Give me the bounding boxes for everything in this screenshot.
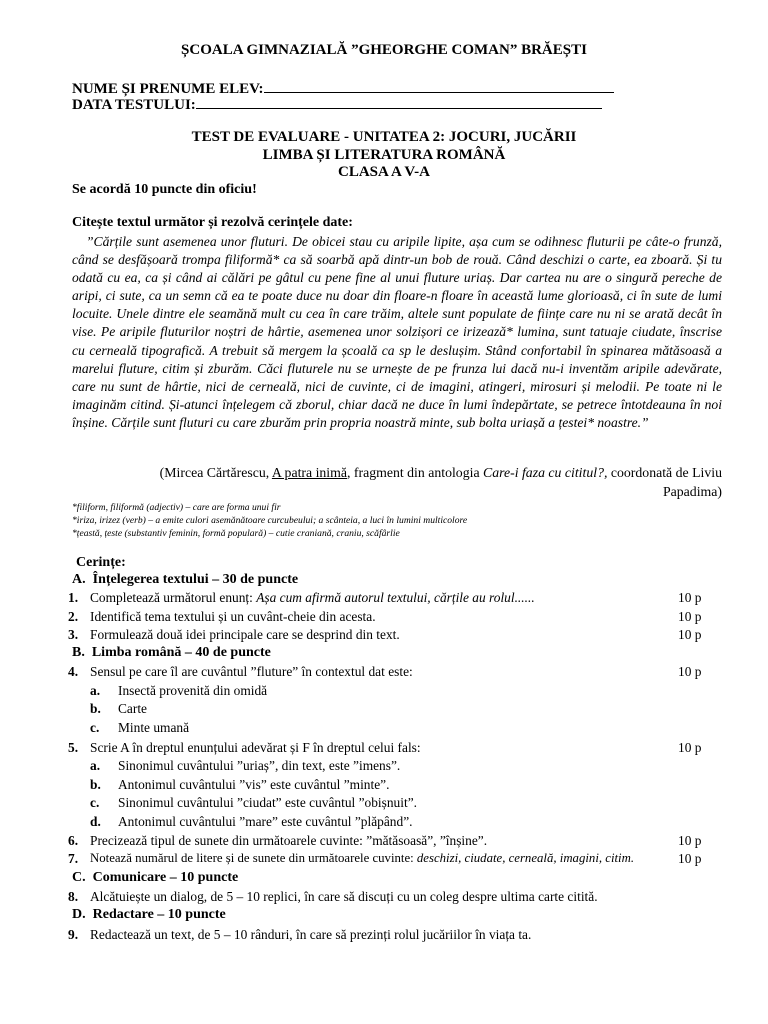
question-6-text: Precizează tipul de sunete din următoarele cuvinte: ”mătăsoasă”, ”înșine”. bbox=[90, 833, 488, 848]
section-a-title: Înțelegerea textului – 30 de puncte bbox=[92, 572, 299, 587]
citation-open: (Mircea Cărtărescu, bbox=[159, 465, 272, 480]
section-d-letter: D. bbox=[72, 907, 86, 922]
student-name-label: NUME ȘI PRENUME ELEV: bbox=[72, 81, 264, 97]
footnote-teasta: *țeastă, țeste (substantiv feminin, formă populară) – cutie craniană, craniu, scăfârlie bbox=[72, 528, 400, 539]
question-5-statement-c[interactable]: c. Sinonimul cuvântului ”ciudat” este cuvântul ”obișnuit”. bbox=[90, 795, 417, 810]
question-5-text: Scrie A în dreptul enunțului adevărat și F în dreptul celui fals: bbox=[90, 740, 421, 755]
footnote-iriza: *iriza, irizez (verb) – a emite culori asemănătoare curcubeului; a scânteia, a luci în lumini multicolore bbox=[72, 515, 468, 526]
section-d-title: Redactare – 10 puncte bbox=[92, 907, 226, 922]
reading-instruction: Citește textul următor și rezolvă cerințele date: bbox=[72, 215, 353, 230]
question-3-number: 3. bbox=[68, 627, 79, 642]
question-8-number: 8. bbox=[68, 889, 79, 904]
section-c-title: Comunicare – 10 puncte bbox=[92, 870, 239, 885]
question-7-points: 10 p bbox=[678, 851, 702, 866]
question-8-text: Alcătuiește un dialog, de 5 – 10 replici, în care să discuți cu un coleg despre ultima carte citită. bbox=[90, 889, 598, 904]
question-5-statement-b[interactable]: b. Antonimul cuvântului ”vis” este cuvântul ”minte”. bbox=[90, 777, 390, 792]
test-title: TEST DE EVALUARE - UNITATEA 2: JOCURI, JUCĂRII bbox=[191, 129, 577, 145]
question-1-number: 1. bbox=[68, 590, 79, 605]
bonus-points: Se acordă 10 puncte din oficiu! bbox=[72, 182, 257, 197]
question-2-text: Identifică tema textului și un cuvânt-cheie din acesta. bbox=[90, 609, 376, 624]
citation-work: A patra inimă bbox=[271, 465, 347, 480]
question-1-points: 10 p bbox=[678, 590, 702, 605]
section-a-heading bbox=[72, 572, 298, 588]
test-date-label: DATA TESTULUI: bbox=[72, 97, 196, 113]
question-6-points: 10 p bbox=[678, 833, 702, 848]
question-3-points: 10 p bbox=[678, 627, 702, 642]
question-2-points: 10 p bbox=[678, 609, 702, 624]
question-4-option-c[interactable]: c. Minte umană bbox=[90, 720, 190, 735]
citation-mid: , fragment din antologia bbox=[347, 465, 484, 480]
question-4-option-b[interactable]: b. Carte bbox=[90, 701, 147, 716]
question-3-text: Formulează două idei principale care se desprind din text. bbox=[90, 627, 400, 642]
footnote-filiform: *filiform, filiformă (adjectiv) – care are forma unui fir bbox=[72, 502, 281, 513]
question-9-text: Redactează un text, de 5 – 10 rânduri, în care să prezinți rolul jucăriilor în viața ta. bbox=[90, 927, 532, 942]
question-7-text: Notează numărul de litere și de sunete din următoarele cuvinte: bbox=[90, 851, 417, 865]
student-name-blank[interactable] bbox=[264, 79, 614, 93]
citation-anthology: Care-i faza cu cititul?, bbox=[483, 465, 608, 480]
reading-passage: ”Cărțile sunt asemenea unor fluturi. De obicei stau cu aripile lipite, așa cum se odihnesc fluturii pe câte-o frunză, când se desfășoară trompa filiformă* ca să soarbă apă dintr-un bob de rouă. Când deschizi o carte, ea zboară. Și tu odată cu ea, ca și când ai călări pe gâtul cu pene fine al unui fluture uriaș. Dar cartea nu are o singură pereche de aripi, ci sute, ca un semn că ea te poate duce nu doar din floare-n floare în această lume glorioasă, ci în sute de lumi locuite. Unele dintre ele seamănă mult cu cea în care trăim, altele sunt populate de ființe care nu ni se arată decât în vise. Pe aripile fluturilor noștri de hârtie, asemenea unor solzișori ce irizează* lumina, sunt tatuaje ciudate, înscrise cu cerneală tipografică. A trebuit să mergem la școală ca sp le deslușim. Stând confortabil în spinarea mătăsoasă a marelui fluture, citim și zburăm. Căci fluturele nu se urnește de pe frunza lui dacă nu-i inventăm aripile adevărate, care nu sunt de hârtie, nici de cerneală, nici de cuvinte, ci de imagini, atingeri, mirosuri și melodii. Pe toate ni le imaginăm citind. Și-atunci înțelegem că zborul, chiar dacă ne duce în lumi îndepărtate, se petrece întotdeauna în noi înșine. Cărțile sunt fluturi cu care zburăm prin propria noastră minte, sub bolta uriașă a țestei* noastre.” bbox=[72, 234, 722, 430]
question-5-statement-d[interactable]: d. Antonimul cuvântului ”mare” este cuvântul ”plăpând”. bbox=[90, 814, 413, 829]
section-a-letter: A. bbox=[72, 572, 86, 587]
school-name: ȘCOALA GIMNAZIALĂ ”GHEORGHE COMAN” BRĂEȘTI bbox=[181, 42, 587, 58]
test-date-field bbox=[72, 95, 602, 114]
question-4-text: Sensul pe care îl are cuvântul ”fluture” în contextul dat este: bbox=[90, 664, 413, 679]
section-d-heading bbox=[72, 907, 226, 923]
section-c-letter: C. bbox=[72, 870, 86, 885]
question-5-points: 10 p bbox=[678, 740, 702, 755]
citation bbox=[72, 464, 722, 501]
question-7-words: deschizi, ciudate, cerneală, imagini, citim. bbox=[416, 851, 635, 865]
question-6-number: 6. bbox=[68, 833, 79, 848]
section-c-heading bbox=[72, 870, 238, 886]
question-4-points: 10 p bbox=[678, 664, 702, 679]
class-title: CLASA A V-A bbox=[338, 164, 430, 180]
section-b-letter: B. bbox=[72, 645, 85, 660]
question-5-number: 5. bbox=[68, 740, 79, 755]
requirements-label: Cerințe: bbox=[76, 555, 126, 570]
question-7-number: 7. bbox=[68, 851, 79, 866]
question-1-prompt: Așa cum afirmă autorul textului, cărțile au rolul...... bbox=[256, 590, 535, 605]
subject-title: LIMBA ȘI LITERATURA ROMÂNĂ bbox=[262, 147, 506, 163]
question-4-number: 4. bbox=[68, 664, 79, 679]
question-2-number: 2. bbox=[68, 609, 79, 624]
question-9-number: 9. bbox=[68, 927, 79, 942]
section-b-title: Limba română – 40 de puncte bbox=[91, 645, 271, 660]
test-date-blank[interactable] bbox=[196, 95, 602, 109]
question-1-text: Completează următorul enunț: bbox=[90, 590, 257, 605]
citation-end1: coordonată de Liviu bbox=[607, 465, 722, 480]
question-5-statement-a[interactable]: a. Sinonimul cuvântului ”uriaș”, din text, este ”imens”. bbox=[90, 758, 401, 773]
citation-end2: Papadima) bbox=[662, 483, 722, 499]
section-b-heading bbox=[72, 645, 271, 661]
question-4-option-a[interactable]: a. Insectă provenită din omidă bbox=[90, 683, 268, 698]
